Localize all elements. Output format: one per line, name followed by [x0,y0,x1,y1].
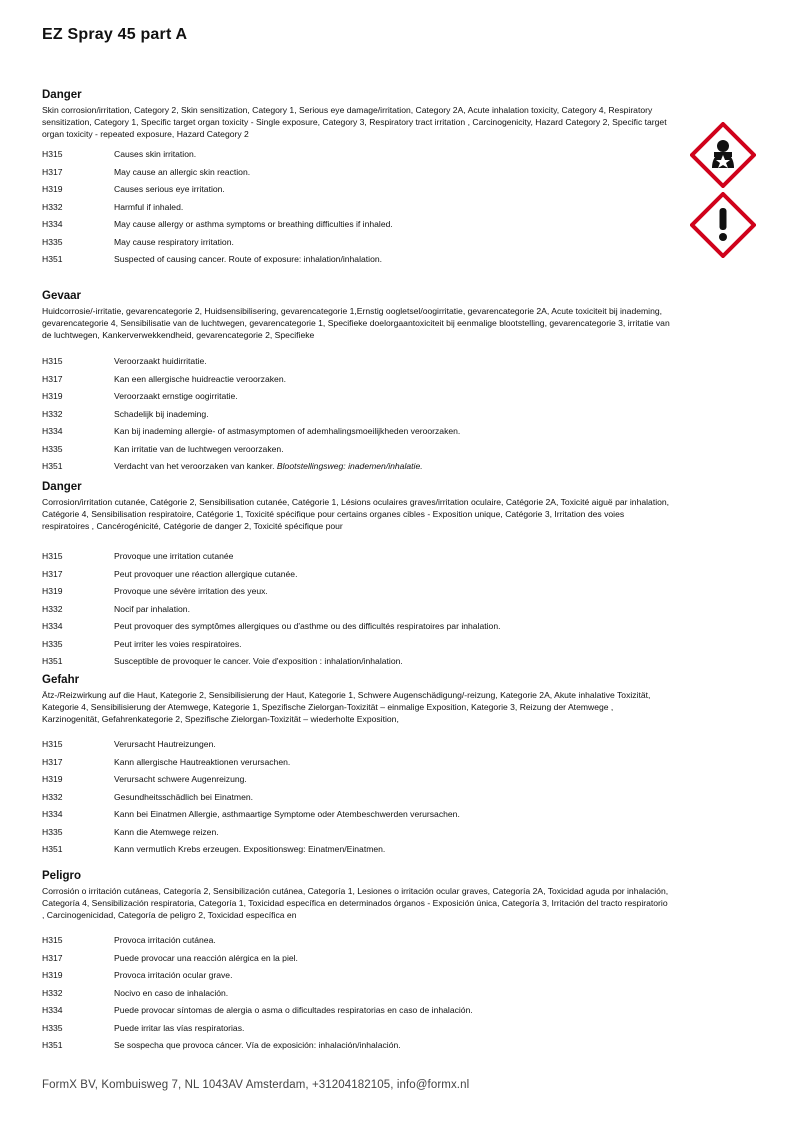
h-phrase: May cause an allergic skin reaction. [114,166,251,177]
h-phrase: Schadelijk bij inademing. [114,408,209,419]
h-phrase: Peut provoquer des symptômes allergiques ou d'asthme ou des difficultés respiratoires par inhalation. [114,621,501,631]
h-code: H315 [42,739,63,749]
h-phrase: Peut provoquer une réaction allergique cutanée. [114,568,298,579]
company-footer: FormX BV, Kombuisweg 7, NL 1043AV Amsterdam, +31204182105, info@formx.nl [42,1079,470,1091]
h-phrase: Verursacht schwere Augenreizung. [114,774,247,784]
h-phrase: Causes serious eye irritation. [114,184,225,194]
h-phrase: Gesundheitsschädlich bei Einatmen. [114,791,254,802]
hazard-statement [42,148,672,166]
h-code: H334 [42,1005,63,1015]
hazard-statement [42,201,672,219]
h-phrase: Kan irritatie van de luchtwegen veroorzaken. [114,443,284,454]
hazard-statement [42,987,672,1005]
hazard-statement [42,969,672,987]
h-phrase: Provoca irritación cutánea. [114,935,216,945]
h-code: H332 [42,791,63,802]
h-code: H334 [42,426,63,436]
hazard-classification: Corrosión o irritación cutáneas, Categoría 2, Sensibilización cutánea, Categoría 1, Lesiones o irritación ocular graves, Categoría 2A, Toxicidad aguda por inhalación, Categoría 4, Sensibilización respiratoria, Categoría 1, Toxicidad específica en determinados órganos - Exposición única, Categoría 3, Irritación del tracto respiratorio , Carcinogenicidad, Categoría de peligro 2, Toxicidad específica en [42,886,669,920]
signal-word: Gefahr [42,674,80,686]
hazard-statement [42,638,672,656]
h-phrase-main: Verdacht van het veroorzaken van kanker. [114,461,275,471]
h-phrase: Kan bij inademing allergie- of astmasymptomen of ademhalingsmoeilijkheden veroorzaken. [114,426,461,436]
h-code: H334 [42,809,63,819]
hazard-statement [42,1039,672,1057]
hazard-statement [42,826,672,844]
hazard-statement [42,773,672,791]
hazard-statement [42,843,672,861]
signal-word: Danger [42,89,82,101]
h-code: H319 [42,970,63,980]
hazard-statement [42,550,672,568]
h-code: H335 [42,443,63,454]
hazard-section-en [42,88,672,271]
h-phrase: Harmful if inhaled. [114,201,184,212]
h-phrase: Peut irriter les voies respiratoires. [114,638,242,649]
hazard-classification: Corrosion/irritation cutanée, Catégorie 2, Sensibilisation cutanée, Catégorie 1, Lésions oculaires graves/irritation oculaire, Catégorie 2A, Toxicité aiguë par inhalation, Catégorie 4, Sensibilisation respiratoire, Catégorie 1, Toxicité spécifique pour certains organes cibles - Exposition unique, Catégorie 3, Irritation des voies respiratoires , Cancérogénicité, Catégorie de danger 2, Toxicité spécifique pour [42,497,670,531]
h-phrase: Kann die Atemwege reizen. [114,826,219,837]
hazard-statement [42,408,672,426]
hazard-statement [42,460,672,478]
h-code: H351 [42,1040,63,1050]
hazard-statement [42,355,672,373]
h-phrase: Kann bei Einatmen Allergie, asthmaartige Symptome oder Atembeschwerden verursachen. [114,809,460,819]
hazard-statement [42,425,672,443]
h-phrase: Veroorzaakt ernstige oogirritatie. [114,391,238,401]
signal-word: Gevaar [42,290,82,302]
h-phrase: Kan een allergische huidreactie veroorzaken. [114,373,286,384]
h-code: H317 [42,166,63,177]
h-phrase: Puede provocar síntomas de alergia o asma o dificultades respiratorias en caso de inhalación. [114,1005,473,1015]
h-code: H335 [42,1022,63,1033]
h-phrase-route: Blootstellingsweg: inademen/inhalatie. [276,461,423,471]
h-code: H332 [42,201,63,212]
ghs-pictograms [690,122,756,262]
h-phrase: Puede irritar las vías respiratorias. [114,1022,245,1033]
h-code: H332 [42,603,63,614]
h-code: H351 [42,254,63,264]
h-code: H332 [42,987,63,998]
h-phrase: May cause respiratory irritation. [114,236,234,247]
hazard-statement [42,620,672,638]
h-code: H317 [42,568,63,579]
hazard-statement [42,655,672,673]
h-phrase: Se sospecha que provoca cáncer. Vía de exposición: inhalación/inhalación. [114,1040,401,1050]
h-phrase: Kann allergische Hautreaktionen verursachen. [114,756,291,767]
h-code: H351 [42,844,63,854]
hazard-statement-list [42,148,672,271]
h-code: H315 [42,935,63,945]
exclamation-mark-icon [690,192,756,258]
hazard-statement-list [42,934,672,1057]
hazard-statement [42,166,672,184]
hazard-statement [42,756,672,774]
hazard-statement [42,934,672,952]
hazard-statement-list [42,550,672,673]
hazard-classification: Huidcorrosie/-irritatie, gevarencategorie 2, Huidsensibilisering, gevarencategorie 1,Ernstig oogletsel/oogirritatie, gevarencategorie 2A, Acute toxiciteit bij inademing, gevarencategorie 4, Sensibilisatie van de luchtwegen, gevarencategorie 1, Specifieke doelorgaantoxiciteit bij eenmalige blootstelling, gevarencategorie 3, irritatie van de luchtwegen, Kankerverwekkendheid, gevarencategorie 2, Specifieke [42,306,670,340]
h-phrase: Suspected of causing cancer. Route of exposure: inhalation/inhalation. [114,254,383,264]
h-code: H315 [42,356,63,366]
hazard-statement [42,791,672,809]
h-code: H335 [42,236,63,247]
hazard-statement [42,373,672,391]
h-code: H317 [42,756,63,767]
hazard-section-es [42,869,672,1057]
h-phrase [114,460,672,478]
h-code: H319 [42,391,63,401]
hazard-statement [42,236,672,254]
h-phrase: Puede provocar una reacción alérgica en la piel. [114,952,298,963]
h-phrase: May cause allergy or asthma symptoms or breathing difficulties if inhaled. [114,219,393,229]
hazard-section-nl [42,289,672,478]
h-code: H334 [42,219,63,229]
hazard-statement [42,443,672,461]
h-phrase: Kann vermutlich Krebs erzeugen. Expositionsweg: Einatmen/Einatmen. [114,844,386,854]
hazard-statement [42,808,672,826]
h-phrase: Provoque une sévère irritation des yeux. [114,586,268,596]
h-code: H319 [42,774,63,784]
signal-word: Peligro [42,870,81,882]
hazard-section-fr [42,480,672,673]
h-phrase: Veroorzaakt huidirritatie. [114,356,207,366]
h-code: H351 [42,656,63,666]
h-phrase: Susceptible de provoquer le cancer. Voie d'exposition : inhalation/inhalation. [114,656,403,666]
signal-word: Danger [42,481,82,493]
hazard-statement [42,603,672,621]
h-phrase: Causes skin irritation. [114,149,197,159]
h-code: H317 [42,373,63,384]
h-code: H317 [42,952,63,963]
h-phrase: Nocivo en caso de inhalación. [114,987,229,998]
hazard-statement [42,183,672,201]
h-code: H319 [42,586,63,596]
document-title: EZ Spray 45 part A [42,26,188,43]
h-phrase: Provoca irritación ocular grave. [114,970,233,980]
h-code: H315 [42,149,63,159]
hazard-statement [42,585,672,603]
hazard-statement [42,390,672,408]
hazard-statement [42,218,672,236]
h-code: H332 [42,408,63,419]
health-hazard-icon [690,122,756,188]
hazard-statement [42,1004,672,1022]
h-phrase: Verursacht Hautreizungen. [114,739,216,749]
hazard-section-de [42,673,672,861]
hazard-statement [42,738,672,756]
hazard-statement [42,253,672,271]
h-code: H335 [42,826,63,837]
h-code: H334 [42,621,63,631]
hazard-classification: Ätz-/Reizwirkung auf die Haut, Kategorie 2, Sensibilisierung der Haut, Kategorie 1, Schwere Augenschädigung/-reizung, Kategorie 2A, Akute inhalative Toxizität, Kategorie 4, Sensibilisierung der Atemwege, Kategorie 1, Spezifische Zielorgan-Toxizität – einmalige Exposition, Kategorie 3, Reizung der Atemwege , Karzinogenität, Gefahrenkategorie 2, Spezifische Zielorgan-Toxizität – wiederholte Exposition, [42,690,651,724]
hazard-classification: Skin corrosion/irritation, Category 2, Skin sensitization, Category 1, Serious eye damage/irritation, Category 2A, Acute inhalation toxicity, Category 4, Respiratory sensitization, Category 1, Specific target organ toxicity - Single exposure, Category 3, Respiratory tract irritation , Carcinogenicity, Hazard Category 2, Specific target organ toxicity - repeated exposure, Hazard Category 2 [42,105,667,139]
h-phrase: Provoque une irritation cutanée [114,551,234,561]
h-code: H315 [42,551,63,561]
h-phrase: Nocif par inhalation. [114,603,190,614]
hazard-statement [42,568,672,586]
hazard-statement [42,1022,672,1040]
hazard-statement-list [42,738,672,861]
h-code: H335 [42,638,63,649]
h-code: H351 [42,461,63,471]
hazard-statement-list [42,355,672,478]
h-code: H319 [42,184,63,194]
hazard-statement [42,952,672,970]
